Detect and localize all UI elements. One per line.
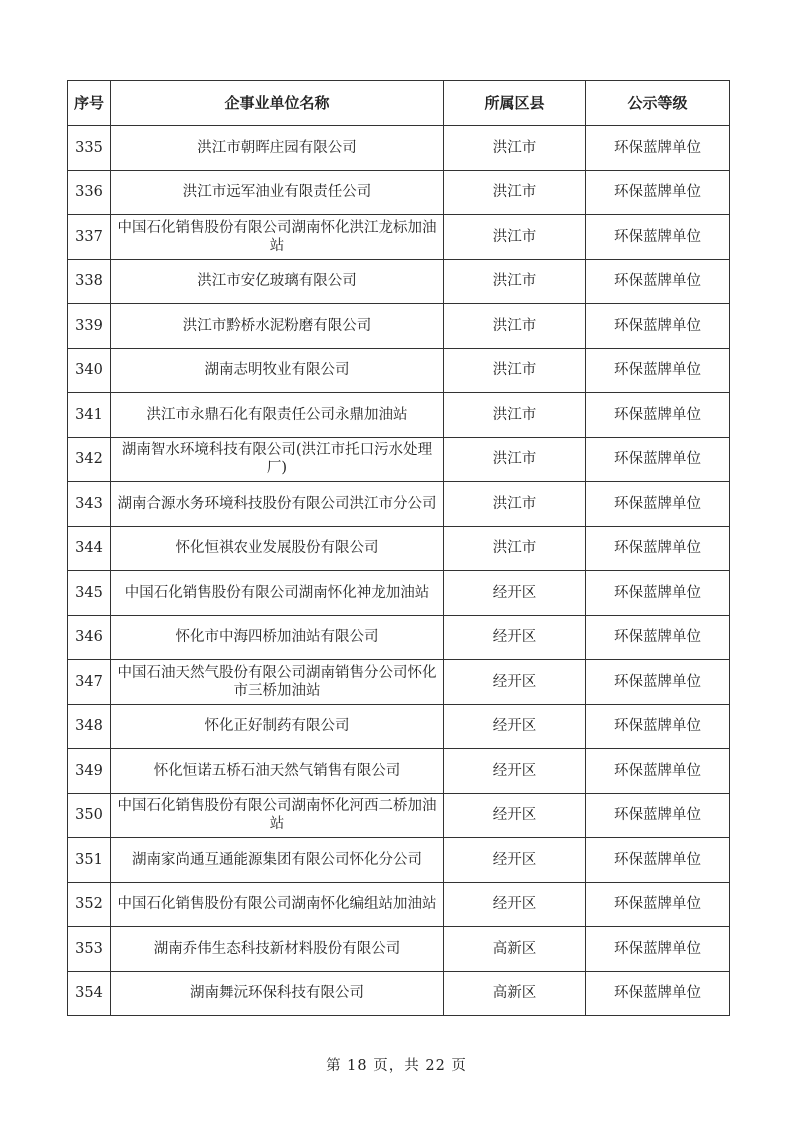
rating-level: 环保蓝牌单位 [586, 615, 730, 660]
table-row [68, 437, 730, 482]
company-name: 湖南志明牧业有限公司 [111, 348, 444, 393]
company-name: 洪江市安亿玻璃有限公司 [111, 259, 444, 304]
company-name: 怀化恒诺五桥石油天然气销售有限公司 [111, 749, 444, 794]
table-row [68, 126, 730, 171]
table-row [68, 526, 730, 571]
rating-level: 环保蓝牌单位 [586, 348, 730, 393]
row-number: 353 [68, 927, 111, 972]
company-name: 洪江市朝晖庄园有限公司 [111, 126, 444, 171]
district: 高新区 [444, 927, 586, 972]
rating-level: 环保蓝牌单位 [586, 971, 730, 1016]
table-row [68, 215, 730, 260]
table-row [68, 971, 730, 1016]
company-name: 湖南合源水务环境科技股份有限公司洪江市分公司 [111, 482, 444, 527]
table-row [68, 704, 730, 749]
row-number: 337 [68, 215, 111, 260]
company-name: 湖南舞沅环保科技有限公司 [111, 971, 444, 1016]
rating-level: 环保蓝牌单位 [586, 660, 730, 705]
table-body [68, 126, 730, 1016]
table-row [68, 793, 730, 838]
district: 经开区 [444, 704, 586, 749]
row-number: 344 [68, 526, 111, 571]
company-name: 怀化市中海四桥加油站有限公司 [111, 615, 444, 660]
table-row [68, 259, 730, 304]
company-name: 怀化正好制药有限公司 [111, 704, 444, 749]
rating-level: 环保蓝牌单位 [586, 526, 730, 571]
rating-level: 环保蓝牌单位 [586, 571, 730, 616]
rating-level: 环保蓝牌单位 [586, 259, 730, 304]
header-level: 公示等级 [586, 81, 730, 126]
row-number: 338 [68, 259, 111, 304]
table-row [68, 882, 730, 927]
table-row [68, 393, 730, 438]
company-name: 中国石化销售股份有限公司湖南怀化编组站加油站 [111, 882, 444, 927]
table-row [68, 749, 730, 794]
company-name: 中国石化销售股份有限公司湖南怀化河西二桥加油站 [111, 793, 444, 838]
row-number: 352 [68, 882, 111, 927]
table-row [68, 571, 730, 616]
district: 经开区 [444, 882, 586, 927]
district: 洪江市 [444, 126, 586, 171]
row-number: 351 [68, 838, 111, 883]
table-row [68, 482, 730, 527]
row-number: 343 [68, 482, 111, 527]
company-name: 中国石油天然气股份有限公司湖南销售分公司怀化市三桥加油站 [111, 660, 444, 705]
table-row [68, 927, 730, 972]
enterprise-table [67, 80, 730, 1016]
district: 洪江市 [444, 393, 586, 438]
header-name: 企事业单位名称 [111, 81, 444, 126]
table-row [68, 615, 730, 660]
row-number: 342 [68, 437, 111, 482]
rating-level: 环保蓝牌单位 [586, 393, 730, 438]
row-number: 350 [68, 793, 111, 838]
header-area: 所属区县 [444, 81, 586, 126]
row-number: 347 [68, 660, 111, 705]
district: 洪江市 [444, 259, 586, 304]
district: 经开区 [444, 749, 586, 794]
district: 经开区 [444, 615, 586, 660]
row-number: 346 [68, 615, 111, 660]
rating-level: 环保蓝牌单位 [586, 304, 730, 349]
rating-level: 环保蓝牌单位 [586, 838, 730, 883]
header-no: 序号 [68, 81, 111, 126]
row-number: 335 [68, 126, 111, 171]
district: 洪江市 [444, 304, 586, 349]
table-row [68, 170, 730, 215]
district: 洪江市 [444, 526, 586, 571]
table-header-row [68, 81, 730, 126]
district: 经开区 [444, 571, 586, 616]
company-name: 洪江市黔桥水泥粉磨有限公司 [111, 304, 444, 349]
company-name: 洪江市远军油业有限责任公司 [111, 170, 444, 215]
page-number: 第 18 页，共 22 页 [326, 1058, 467, 1074]
rating-level: 环保蓝牌单位 [586, 482, 730, 527]
row-number: 354 [68, 971, 111, 1016]
rating-level: 环保蓝牌单位 [586, 126, 730, 171]
company-name: 中国石化销售股份有限公司湖南怀化神龙加油站 [111, 571, 444, 616]
row-number: 348 [68, 704, 111, 749]
row-number: 340 [68, 348, 111, 393]
rating-level: 环保蓝牌单位 [586, 437, 730, 482]
district: 高新区 [444, 971, 586, 1016]
company-name: 洪江市永鼎石化有限责任公司永鼎加油站 [111, 393, 444, 438]
district: 洪江市 [444, 215, 586, 260]
rating-level: 环保蓝牌单位 [586, 793, 730, 838]
district: 经开区 [444, 660, 586, 705]
district: 经开区 [444, 793, 586, 838]
row-number: 339 [68, 304, 111, 349]
company-name: 怀化恒祺农业发展股份有限公司 [111, 526, 444, 571]
district: 洪江市 [444, 482, 586, 527]
company-name: 湖南家尚通互通能源集团有限公司怀化分公司 [111, 838, 444, 883]
company-name: 湖南智水环境科技有限公司(洪江市托口污水处理厂) [111, 437, 444, 482]
rating-level: 环保蓝牌单位 [586, 927, 730, 972]
district: 洪江市 [444, 437, 586, 482]
row-number: 341 [68, 393, 111, 438]
district: 洪江市 [444, 348, 586, 393]
district: 洪江市 [444, 170, 586, 215]
rating-level: 环保蓝牌单位 [586, 882, 730, 927]
district: 经开区 [444, 838, 586, 883]
table-row [68, 304, 730, 349]
row-number: 345 [68, 571, 111, 616]
table-row [68, 838, 730, 883]
row-number: 349 [68, 749, 111, 794]
rating-level: 环保蓝牌单位 [586, 170, 730, 215]
company-name: 中国石化销售股份有限公司湖南怀化洪江龙标加油站 [111, 215, 444, 260]
rating-level: 环保蓝牌单位 [586, 704, 730, 749]
rating-level: 环保蓝牌单位 [586, 749, 730, 794]
rating-level: 环保蓝牌单位 [586, 215, 730, 260]
table-row [68, 348, 730, 393]
table-row [68, 660, 730, 705]
company-name: 湖南乔伟生态科技新材料股份有限公司 [111, 927, 444, 972]
row-number: 336 [68, 170, 111, 215]
